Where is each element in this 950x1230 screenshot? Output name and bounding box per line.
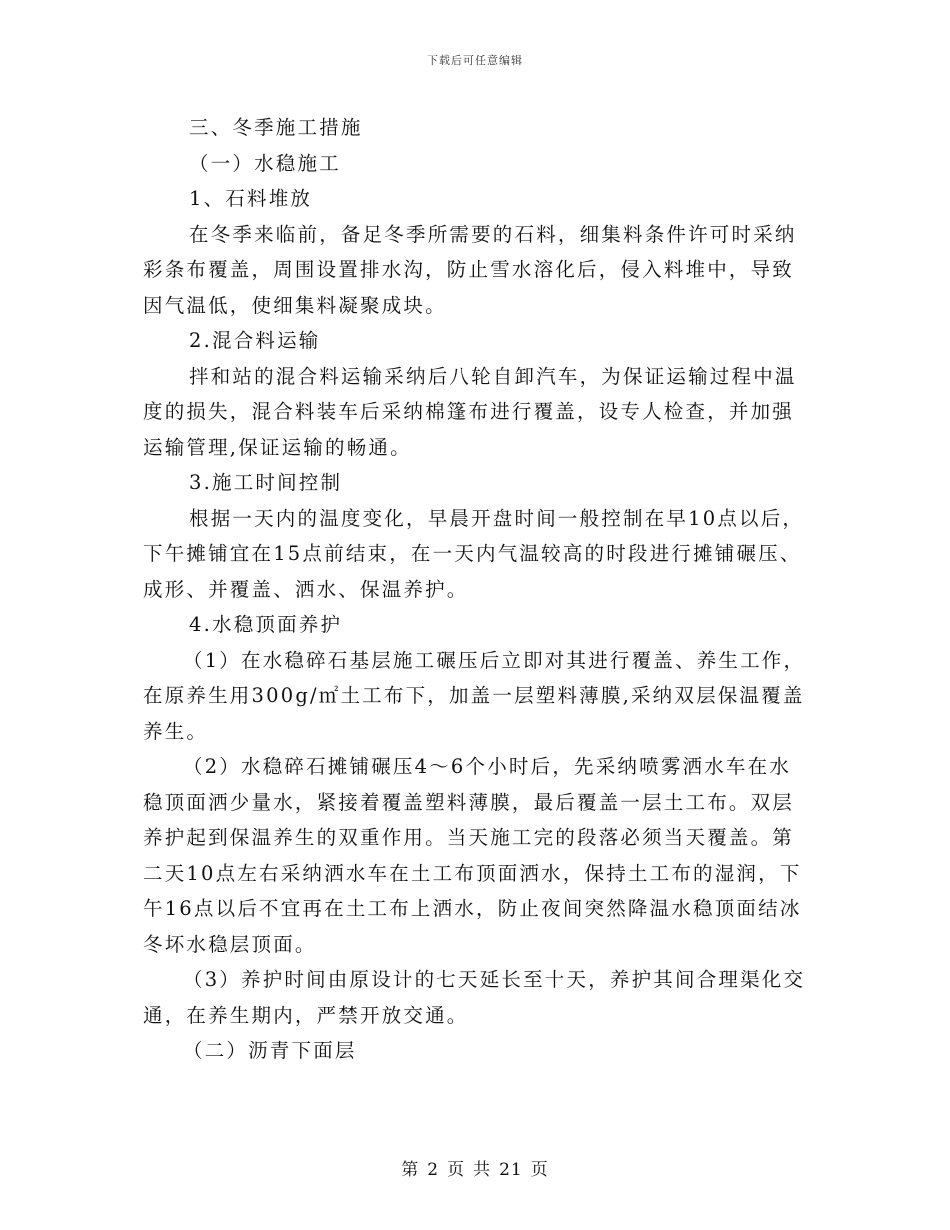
page-unit: 页 bbox=[447, 1160, 466, 1180]
item-heading-stone-storage: 1、石料堆放 bbox=[189, 187, 313, 210]
paragraph-line: 因气温低，使细集料凝聚成块。 bbox=[143, 293, 447, 317]
paragraph-line: 运输管理,保证运输的畅通。 bbox=[143, 435, 412, 459]
paragraph-line: 养生。 bbox=[143, 719, 209, 743]
paragraph-line: 在原养生用300g/㎡土工布下，加盖一层塑料薄膜,采纳双层保温覆盖 bbox=[143, 684, 805, 707]
paragraph-line: 稳顶面洒少量水，紧接着覆盖塑料薄膜，最后覆盖一层土工布。双层 bbox=[143, 790, 795, 814]
paragraph-line: 午16点以后不宜再在土工布上洒水，防止夜间突然降温水稳顶面结冰 bbox=[143, 897, 802, 920]
section-heading-winter-measures: 三、冬季施工措施 bbox=[189, 116, 363, 139]
paragraph-line: 根据一天内的温度变化，早晨开盘时间一般控制在早10点以后， bbox=[189, 506, 805, 530]
paragraph-line: 冬坏水稳层顶面。 bbox=[143, 932, 317, 956]
paragraph-line: 二天10点左右采纳洒水车在土工布顶面洒水，保持土工布的湿润，下 bbox=[143, 861, 802, 885]
paragraph-line: 下午摊铺宜在15点前结束，在一天内气温较高的时段进行摊铺碾压、 bbox=[143, 542, 802, 565]
paragraph-line: （3）养护时间由原设计的七天延长至十天，养护其间合理渠化交 bbox=[183, 968, 806, 991]
paragraph-line: 在冬季来临前，备足冬季所需要的石料，细集料条件许可时采纳 bbox=[189, 222, 797, 246]
page-label: 第 bbox=[401, 1160, 420, 1180]
page-header: 下载后可任意编辑 bbox=[427, 54, 523, 67]
item-heading-time-control: 3.施工时间控制 bbox=[189, 471, 343, 494]
total-unit: 页 bbox=[530, 1160, 549, 1180]
paragraph-line: 成形、并覆盖、洒水、保温养护。 bbox=[143, 577, 469, 601]
page-footer bbox=[0, 1155, 950, 1180]
item-heading-top-curing: 4.水稳顶面养护 bbox=[189, 613, 343, 636]
paragraph-line: 度的损失，混合料装车后采纳棉篷布进行覆盖，设专人检查，并加强 bbox=[143, 400, 795, 423]
subsection-heading-asphalt-lower: （二）沥青下面层 bbox=[183, 1039, 357, 1062]
paragraph-line: （2）水稳碎石摊铺碾压4～6个小时后，先采纳喷雾洒水车在水 bbox=[183, 755, 792, 778]
paragraph-line: 通，在养生期内，严禁开放交通。 bbox=[143, 1003, 469, 1027]
paragraph-line: 拌和站的混合料运输采纳后八轮自卸汽车，为保证运输过程中温 bbox=[189, 364, 797, 388]
page-number: 2 bbox=[427, 1160, 440, 1180]
paragraph-line: （1）在水稳碎石基层施工碾压后立即对其进行覆盖、养生工作， bbox=[183, 648, 806, 672]
total-label: 共 bbox=[473, 1160, 492, 1180]
subsection-heading-water-stable: （一）水稳施工 bbox=[189, 151, 341, 175]
item-heading-mix-transport: 2.混合料运输 bbox=[189, 329, 321, 352]
total-pages: 21 bbox=[499, 1160, 523, 1180]
paragraph-line: 养护起到保温养生的双重作用。当天施工完的段落必须当天覆盖。第 bbox=[143, 826, 795, 849]
document-body bbox=[143, 110, 813, 1069]
paragraph-line: 彩条布覆盖，周围设置排水沟，防止雪水溶化后，侵入料堆中，导致 bbox=[143, 258, 795, 281]
